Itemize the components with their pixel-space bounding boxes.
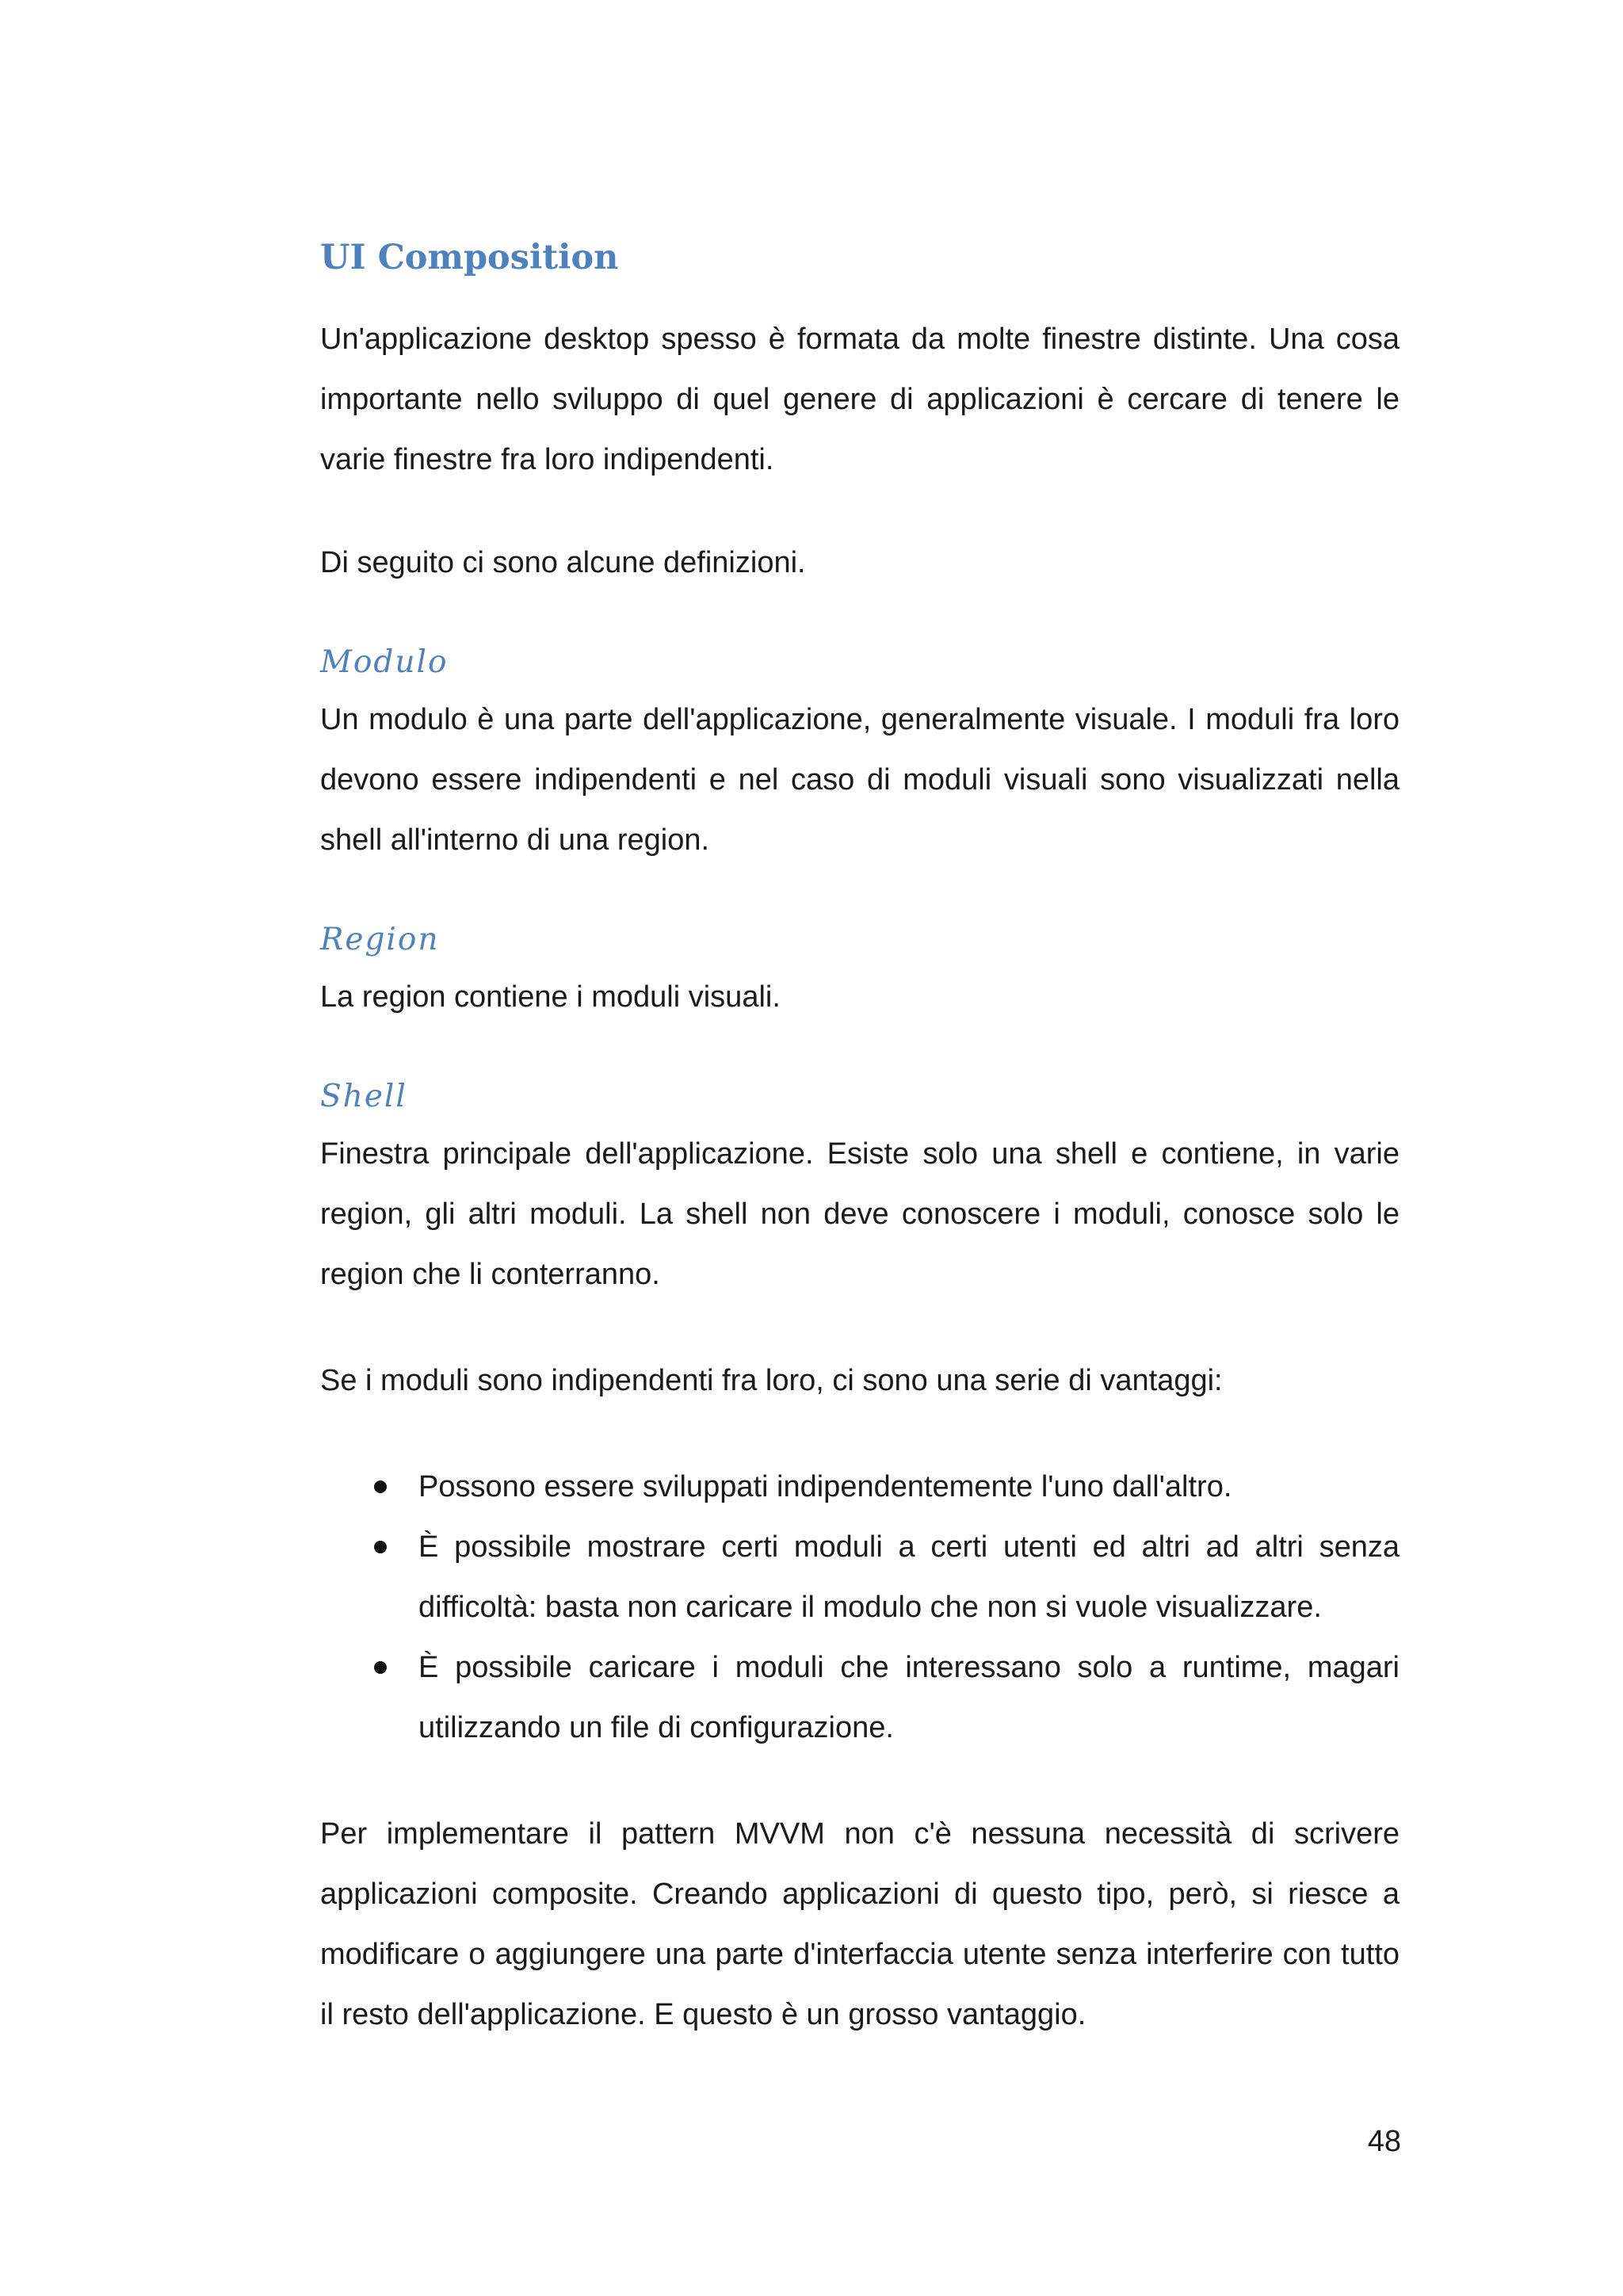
- section-title: UI Composition: [320, 238, 619, 277]
- definition-text-modulo: Un modulo è una parte dell'applicazione, generalmente visuale. I moduli fra loro devono essere indipendenti e nel caso di moduli visuali sono visualizzati nella shell all'interno di una region.: [320, 702, 1400, 857]
- list-item: [320, 1637, 1400, 1758]
- advantages-intro: Se i moduli sono indipendenti fra loro, ci sono una serie di vantaggi:: [320, 1363, 1223, 1397]
- list-item-text: È possibile mostrare certi moduli a certi utenti ed altri ad altri senza difficoltà: basta non caricare il modulo che non si vuole visualizzare.: [418, 1530, 1400, 1624]
- bullet-icon: [374, 1661, 387, 1674]
- advantages-list: [320, 1457, 1400, 1758]
- page-content: [320, 238, 1400, 2045]
- list-item-text: È possibile caricare i moduli che interessano solo a runtime, magari utilizzando un file di configurazione.: [418, 1650, 1400, 1744]
- definition-term-region: Region: [320, 921, 440, 957]
- intro-paragraph: Un'applicazione desktop spesso è formata da molte finestre distinte. Una cosa importante nello sviluppo di quel genere di applicazioni è cercare di tenere le varie finestre fra loro indipendenti.: [320, 322, 1400, 476]
- page-number: 48: [1367, 2125, 1401, 2158]
- definition-term-shell: Shell: [320, 1078, 407, 1114]
- list-item: [320, 1517, 1400, 1637]
- definition-text-region: La region contiene i moduli visuali.: [320, 980, 781, 1014]
- intro-definitions-lead: Di seguito ci sono alcune definizioni.: [320, 545, 806, 579]
- closing-paragraph: Per implementare il pattern MVVM non c'è nessuna necessità di scrivere applicazioni composite. Creando applicazioni di questo tipo, però, si riesce a modificare o aggiungere una parte d'interfaccia utente senza interferire con tutto il resto dell'applicazione. E questo è un grosso vantaggio.: [320, 1817, 1400, 2031]
- list-item: [320, 1457, 1400, 1517]
- definition-term-modulo: Modulo: [320, 644, 449, 680]
- bullet-icon: [374, 1480, 387, 1493]
- definition-text-shell: Finestra principale dell'applicazione. Esiste solo una shell e contiene, in varie region, gli altri moduli. La shell non deve conoscere i moduli, conosce solo le region che li conterranno.: [320, 1137, 1400, 1291]
- bullet-icon: [374, 1541, 387, 1553]
- list-item-text: Possono essere sviluppati indipendentemente l'uno dall'altro.: [418, 1469, 1232, 1503]
